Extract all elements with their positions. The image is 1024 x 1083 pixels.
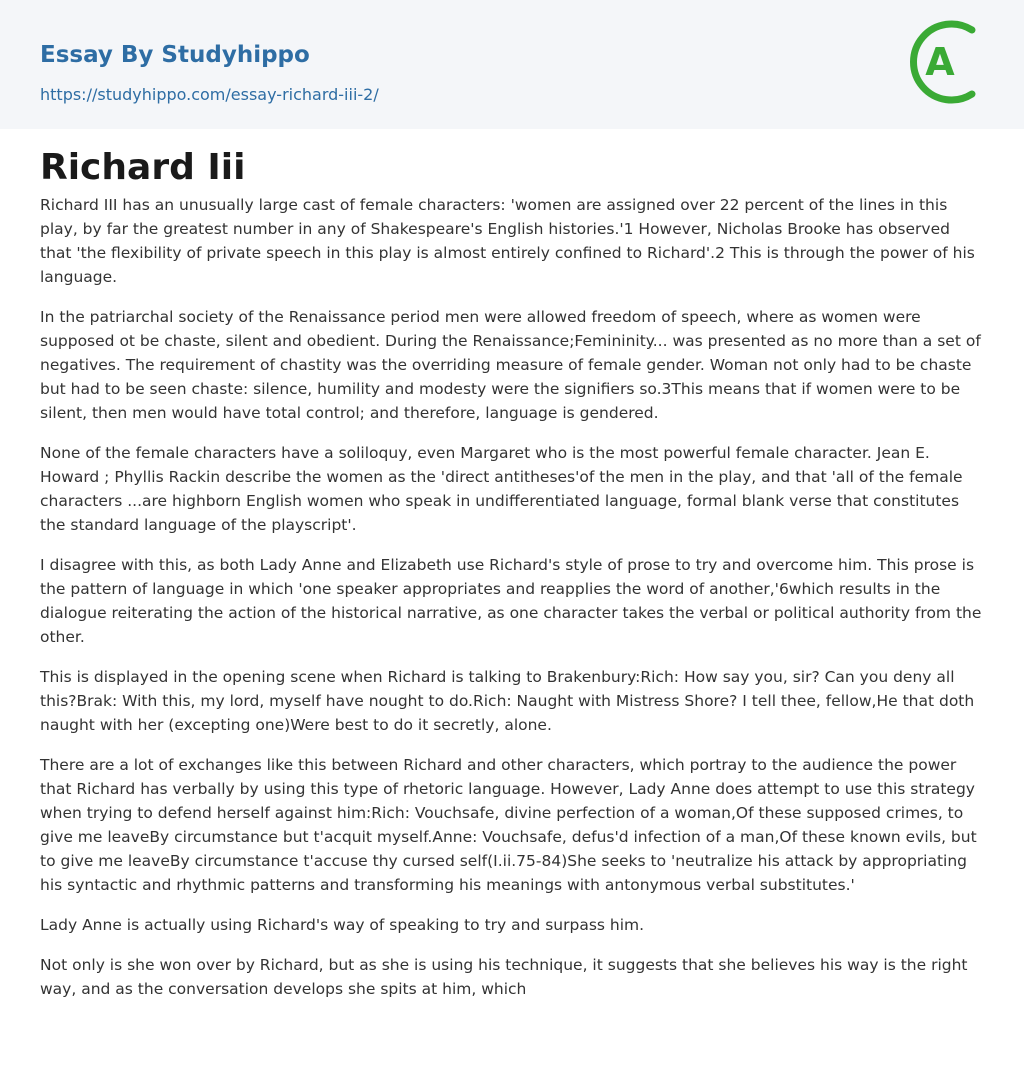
site-header	[0, 0, 1024, 129]
article-paragraph: Richard III has an unusually large cast of female characters: 'women are assigned over 22 percent of the lines in this play, by far the greatest number in any of Shakespeare's English histories.'1 However, Nicholas Brooke has observed that 'the flexibility of private speech in this play is almost entirely confined to Richard'.2 This is through the power of his language.	[40, 196, 975, 286]
article-body	[0, 129, 1024, 1001]
site-brand[interactable]: Essay By Studyhippo	[40, 42, 310, 68]
article-paragraph: This is displayed in the opening scene when Richard is talking to Brakenbury:Rich: How say you, sir? Can you deny all this?Brak: With this, my lord, myself have nought to do.Rich: Naught with Mistress Shore? I tell thee, fellow,He that doth naught with her (excepting one)Were best to do it secretly, alone.	[40, 668, 975, 734]
article-paragraph: I disagree with this, as both Lady Anne and Elizabeth use Richard's style of prose to try and overcome him. This prose is the pattern of language in which 'one speaker appropriates and reapplies the word of another,'6which results in the dialogue reiterating the action of the historical narrative, as one character takes the verbal or political authority from the other.	[40, 556, 982, 646]
article-paragraph: There are a lot of exchanges like this between Richard and other characters, which portray to the audience the power that Richard has verbally by using this type of rhetoric language. However, Lady Anne does attempt to use this strategy when trying to defend herself against him:Rich: Vouchsafe, divine perfection of a woman,Of these supposed crimes, to give me leaveBy circumstance but t'acquit myself.Anne: Vouchsafe, defus'd infection of a man,Of these known evils, but to give me leaveBy circumstance t'accuse thy cursed self(I.ii.75-84)She seeks to 'neutralize his attack by appropriating his syntactic and rhythmic patterns and transforming his meanings with antonymous verbal substitutes.'	[40, 756, 977, 894]
article-paragraph: Not only is she won over by Richard, but as she is using his technique, it suggests that she believes his way is the right way, and as the conversation develops she spits at him, which	[40, 956, 968, 998]
article-paragraph: In the patriarchal society of the Renaissance period men were allowed freedom of speech, where as women were supposed ot be chaste, silent and obedient. During the Renaissance;Femininity... was presented as no more than a set of negatives. The requirement of chastity was the overriding measure of female gender. Woman not only had to be chaste but had to be seen chaste: silence, humility and modesty were the signifiers so.3This means that if women were to be silent, then men would have total control; and therefore, language is gendered.	[40, 308, 981, 422]
article-title: Richard Iii	[40, 147, 246, 188]
studyhippo-logo-icon[interactable]	[910, 18, 988, 106]
logo-letter: A	[925, 40, 955, 84]
article-paragraph: None of the female characters have a soliloquy, even Margaret who is the most powerful female character. Jean E. Howard ; Phyllis Rackin describe the women as the 'direct antitheses'of the men in the play, and that 'all of the female characters ...are highborn English women who speak in undifferentiated language, formal blank verse that constitutes the standard language of the playscript'.	[40, 444, 963, 534]
page-url-link[interactable]: https://studyhippo.com/essay-richard-iii-2/	[40, 85, 379, 104]
article-paragraph: Lady Anne is actually using Richard's way of speaking to try and surpass him.	[40, 916, 645, 934]
